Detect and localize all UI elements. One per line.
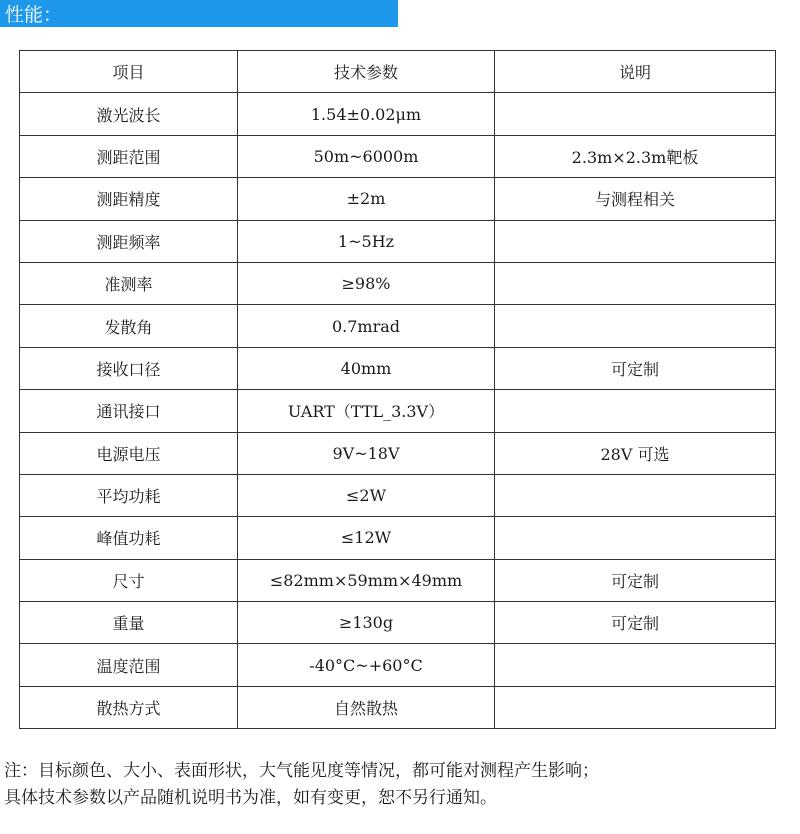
- cell-item: 接收口径: [20, 347, 238, 389]
- cell-note: [495, 644, 776, 686]
- section-title-bar: [0, 0, 398, 27]
- table-row: [20, 178, 776, 220]
- column-header-item: 项目: [20, 51, 238, 93]
- cell-note: [495, 517, 776, 559]
- cell-item: 平均功耗: [20, 474, 238, 516]
- cell-spec: ±2m: [238, 178, 495, 220]
- table-row: [20, 220, 776, 262]
- cell-note: 可定制: [495, 347, 776, 389]
- cell-spec: -40°C~+60°C: [238, 644, 495, 686]
- footnote: [4, 758, 796, 812]
- column-header-note: 说明: [495, 51, 776, 93]
- table-row: [20, 93, 776, 135]
- cell-spec: ≤82mm×59mm×49mm: [238, 559, 495, 601]
- table-row: [20, 644, 776, 686]
- table-row: [20, 135, 776, 177]
- footnote-line-1: 注：目标颜色、大小、表面形状，大气能见度等情况，都可能对测程产生影响；: [4, 761, 599, 781]
- cell-note: [495, 220, 776, 262]
- cell-spec: ≤12W: [238, 517, 495, 559]
- cell-spec: UART（TTL_3.3V）: [238, 390, 495, 432]
- column-header-spec: 技术参数: [238, 51, 495, 93]
- cell-spec: 自然散热: [238, 686, 495, 728]
- cell-item: 散热方式: [20, 686, 238, 728]
- table-row: [20, 686, 776, 728]
- cell-spec: 50m~6000m: [238, 135, 495, 177]
- table-row: [20, 347, 776, 389]
- cell-item: 发散角: [20, 305, 238, 347]
- cell-item: 温度范围: [20, 644, 238, 686]
- cell-note: [495, 686, 776, 728]
- table-row: [20, 474, 776, 516]
- cell-note: 2.3m×2.3m靶板: [495, 135, 776, 177]
- cell-item: 准测率: [20, 262, 238, 304]
- cell-item: 通讯接口: [20, 390, 238, 432]
- table-header-row: [20, 51, 776, 93]
- cell-note: 28V 可选: [495, 432, 776, 474]
- table-row: [20, 390, 776, 432]
- cell-item: 峰值功耗: [20, 517, 238, 559]
- cell-note: 可定制: [495, 602, 776, 644]
- cell-item: 尺寸: [20, 559, 238, 601]
- section-title: 性能：: [5, 4, 63, 26]
- cell-item: 激光波长: [20, 93, 238, 135]
- cell-spec: ≥130g: [238, 602, 495, 644]
- table-row: [20, 305, 776, 347]
- table-row: [20, 602, 776, 644]
- cell-item: 测距频率: [20, 220, 238, 262]
- table-row: [20, 432, 776, 474]
- cell-note: [495, 474, 776, 516]
- cell-spec: 1~5Hz: [238, 220, 495, 262]
- table-row: [20, 262, 776, 304]
- cell-item: 测距精度: [20, 178, 238, 220]
- cell-spec: 1.54±0.02μm: [238, 93, 495, 135]
- cell-note: [495, 390, 776, 432]
- cell-note: [495, 262, 776, 304]
- cell-item: 重量: [20, 602, 238, 644]
- cell-note: [495, 93, 776, 135]
- cell-spec: 9V~18V: [238, 432, 495, 474]
- cell-note: [495, 305, 776, 347]
- footnote-line-2: 具体技术参数以产品随机说明书为准，如有变更，恕不另行通知。: [4, 788, 497, 808]
- cell-spec: 40mm: [238, 347, 495, 389]
- cell-item: 电源电压: [20, 432, 238, 474]
- cell-note: 与测程相关: [495, 178, 776, 220]
- cell-spec: 0.7mrad: [238, 305, 495, 347]
- table-row: [20, 559, 776, 601]
- table-row: [20, 517, 776, 559]
- spec-table: [19, 50, 776, 729]
- cell-note: 可定制: [495, 559, 776, 601]
- cell-item: 测距范围: [20, 135, 238, 177]
- cell-spec: ≥98%: [238, 262, 495, 304]
- cell-spec: ≤2W: [238, 474, 495, 516]
